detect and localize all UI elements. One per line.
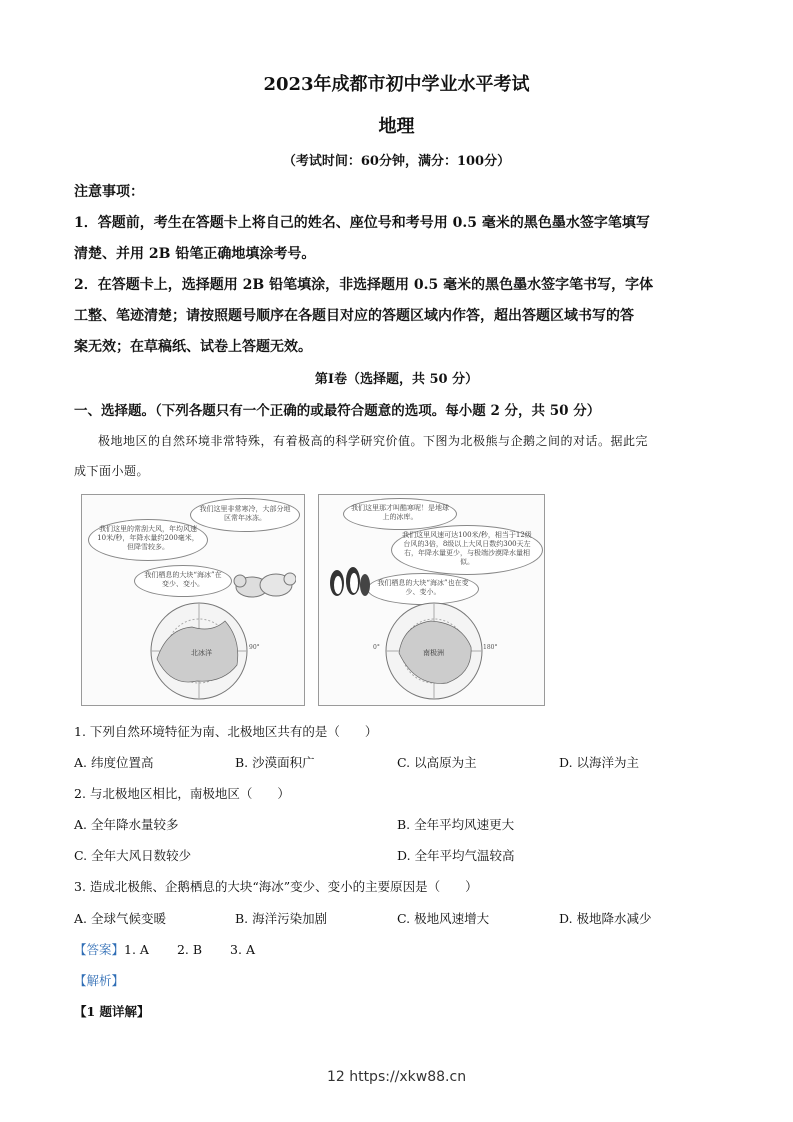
- speech-text: 我们这里风速可达100米/秒，相当于12级台风的3倍，8级以上大风日数约300天左右，年降水量更少，与极端沙漠降水量相似。: [402, 531, 532, 566]
- note-2-line-2: 工整、笔迹清楚；请按照题号顺序在各题目对应的答题区域内作答，超出答题区域书写的答: [74, 308, 634, 324]
- answer-3: 3. A: [230, 942, 255, 957]
- answer-label: 【答案】: [74, 942, 125, 957]
- speech-text: 我们这里非常寒冷，大部分地区常年冰冻。: [199, 505, 291, 522]
- exam-info: （考试时间：60分钟，满分：100分）: [282, 154, 511, 169]
- arctic-panel: [81, 494, 305, 706]
- note-1-line-2: 清楚、并用 2B 铅笔正确地填涂考号。: [74, 246, 316, 262]
- note-1-line-1: 1．答题前，考生在答题卡上将自己的姓名、座位号和考号用 0.5 毫米的黑色墨水签字笔填写: [74, 215, 650, 231]
- map-label: 南极洲: [423, 649, 444, 657]
- q1-option-a: A. 纬度位置高: [74, 755, 154, 770]
- speech-text: 我们这里的常刮大风，年均风速10米/秒，年降水量约200毫米，但降雪较多。: [97, 525, 199, 551]
- longitude-label: 0°: [373, 644, 380, 651]
- note-2-line-1: 2．在答题卡上，选择题用 2B 铅笔填涂，非选择题用 0.5 毫米的黑色墨水签字笔书写，字体: [74, 277, 654, 293]
- q3-option-a: A. 全球气候变暖: [74, 911, 166, 926]
- intro-line-2: 成下面小题。: [74, 464, 150, 478]
- notes-heading: 注意事项：: [74, 184, 144, 200]
- q2-option-a: A. 全年降水量较多: [74, 817, 179, 832]
- speech-text: 我们栖息的大块“海冰”在变少、变小。: [144, 571, 222, 588]
- analysis-label: 【解析】: [74, 973, 125, 988]
- q3-option-b: B. 海洋污染加剧: [235, 911, 328, 926]
- q1-option-c: C. 以高原为主: [397, 755, 477, 770]
- answer-1: 1. A: [124, 942, 149, 957]
- detail-label: 【1 题详解】: [74, 1004, 150, 1019]
- part-title: 一、选择题。（下列各题只有一个正确的或最符合题意的选项。每小题 2 分，共 50 分）: [74, 403, 601, 419]
- question-3-stem: 3. 造成北极熊、企鹅栖息的大块“海冰”变少、变小的主要原因是（ ）: [74, 879, 478, 894]
- answer-2: 2. B: [176, 942, 203, 957]
- longitude-label: 90°: [249, 644, 260, 651]
- antarctic-map: [369, 599, 499, 703]
- penguin-icon: [327, 559, 371, 599]
- arctic-map: [137, 599, 261, 703]
- polar-bear-icon: [232, 567, 296, 603]
- question-2-stem: 2. 与北极地区相比，南极地区（ ）: [74, 786, 290, 801]
- q2-option-d: D. 全年平均气温较高: [397, 848, 515, 863]
- speech-text: 我们这里那才叫酷寒呢！是地球上的冰库。: [351, 504, 449, 521]
- intro-line-1: 极地地区的自然环境非常特殊，有着极高的科学研究价值。下图为北极熊与企鹅之间的对话。据此完: [98, 434, 649, 448]
- speech-text: 我们栖息的大块“海冰”也在变少、变小。: [377, 579, 469, 596]
- subject-title: 地理: [378, 116, 415, 137]
- q2-option-c: C. 全年大风日数较少: [74, 848, 192, 863]
- question-1-stem: 1. 下列自然环境特征为南、北极地区共有的是（ ）: [74, 724, 378, 739]
- antarctic-panel: [318, 494, 545, 706]
- q3-option-d: D. 极地降水减少: [559, 911, 652, 926]
- q3-option-c: C. 极地风速增大: [397, 911, 490, 926]
- q1-option-b: B. 沙漠面积广: [235, 755, 315, 770]
- answer-line: [74, 940, 255, 960]
- note-2-line-3: 案无效；在草稿纸、试卷上答题无效。: [74, 339, 312, 355]
- exam-title: 2023年成都市初中学业水平考试: [263, 74, 530, 95]
- longitude-label: 180°: [483, 644, 498, 651]
- q1-option-d: D. 以海洋为主: [559, 755, 640, 770]
- q2-option-b: B. 全年平均风速更大: [397, 817, 515, 832]
- volume-title: 第Ⅰ卷（选择题，共 50 分）: [314, 372, 479, 387]
- page-footer: 12 https://xkw88.cn: [326, 1069, 467, 1085]
- map-label: 北冰洋: [191, 649, 212, 657]
